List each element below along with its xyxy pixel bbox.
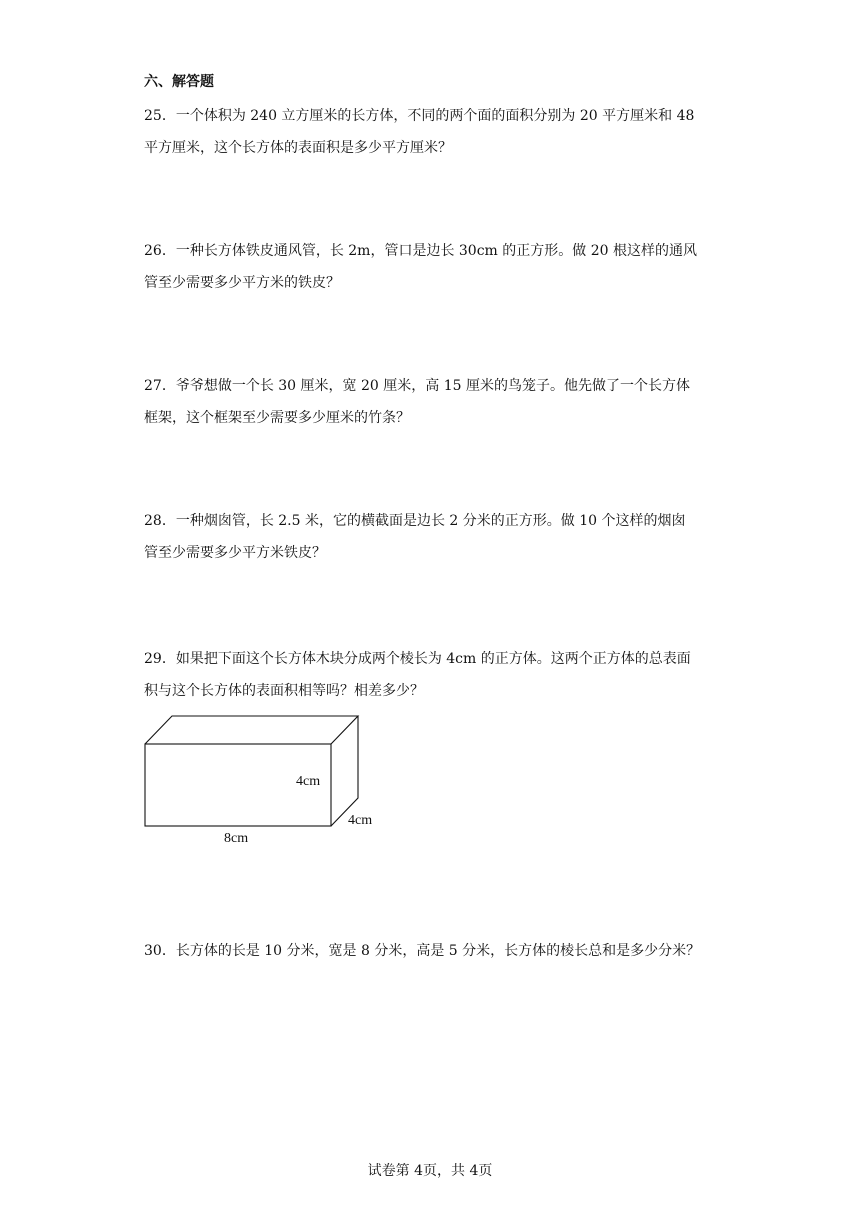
height-label: 4cm [296, 774, 321, 789]
cuboid-side-face [331, 716, 358, 826]
question-29 [144, 649, 719, 701]
length-label: 8cm [224, 831, 249, 846]
depth-label: 4cm [348, 813, 373, 828]
cuboid-diagram [140, 712, 390, 852]
question-line: 25．一个体积为 240 立方厘米的长方体，不同的两个面的面积分别为 20 平方厘米和 48 [144, 108, 695, 124]
question-line: 管至少需要多少平方米铁皮？ [144, 545, 326, 561]
question-line: 平方厘米，这个长方体的表面积是多少平方厘米？ [144, 140, 452, 156]
cuboid-top-face [145, 716, 358, 744]
question-line: 29．如果把下面这个长方体木块分成两个棱长为 4cm 的正方体。这两个正方体的总表面 [144, 651, 691, 667]
question-25 [144, 106, 719, 158]
page-footer: 试卷第 4页，共 4页 [367, 1163, 493, 1179]
question-line: 28．一种烟囱管，长 2.5 米，它的横截面是边长 2 分米的正方形。做 10 个这样的烟囱 [144, 513, 686, 529]
question-27 [144, 376, 719, 428]
question-line: 积与这个长方体的表面积相等吗？相差多少？ [144, 683, 424, 699]
question-26 [144, 241, 719, 293]
question-line: 27．爷爷想做一个长 30 厘米，宽 20 厘米，高 15 厘米的鸟笼子。他先做了一个长方体 [144, 378, 690, 394]
cuboid-figure [140, 712, 390, 852]
question-line: 管至少需要多少平方米的铁皮？ [144, 275, 340, 291]
question-line: 框架，这个框架至少需要多少厘米的竹条？ [144, 410, 410, 426]
section-title: 六、解答题 [144, 74, 214, 90]
question-30 [144, 941, 719, 961]
question-28 [144, 511, 719, 563]
question-line: 26．一种长方体铁皮通风管，长 2m，管口是边长 30cm 的正方形。做 20 根这样的通风 [144, 243, 697, 259]
question-line: 30．长方体的长是 10 分米，宽是 8 分米，高是 5 分米，长方体的棱长总和是多少分米？ [144, 943, 701, 959]
